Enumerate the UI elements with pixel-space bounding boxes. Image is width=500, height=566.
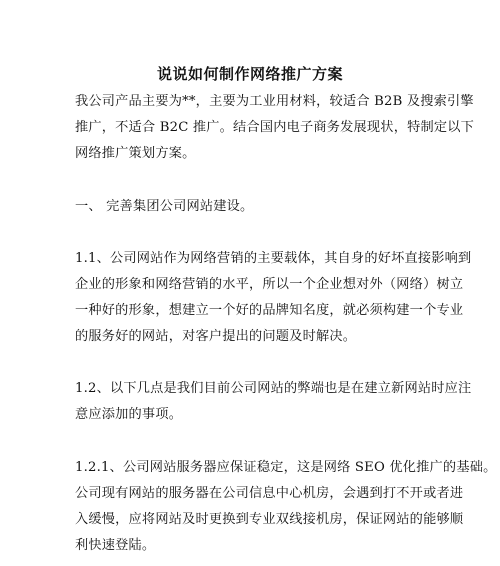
paragraph-line: 意应添加的事项。 xyxy=(75,407,183,422)
document-title: 说说如何制作网络推广方案 xyxy=(156,65,343,83)
paragraph-line: 1.2、以下几点是我们目前公司网站的弊端也是在建立新网站时应注 xyxy=(75,381,472,396)
paragraph-line: 推广，不适合 B2C 推广。结合国内电子商务发展现状，特制定以下 xyxy=(75,120,475,135)
paragraph-line: 1.1、公司网站作为网络营销的主要载体，其自身的好坏直接影响到 xyxy=(75,251,472,266)
paragraph-line: 1.2.1、公司网站服务器应保证稳定，这是网络 SEO 优化推广的基础。 xyxy=(75,460,497,475)
paragraph-line: 公司现有网站的服务器在公司信息中心机房，会遇到打不开或者进 xyxy=(75,486,464,501)
paragraph-line: 的服务好的网站，对客户提出的问题及时解决。 xyxy=(75,329,357,344)
section-heading: 一、 完善集团公司网站建设。 xyxy=(75,199,254,214)
paragraph-line: 网络推广策划方案。 xyxy=(75,146,196,161)
paragraph-line: 我公司产品主要为**，主要为工业用材料，较适合 B2B 及搜索引擎 xyxy=(75,94,474,109)
paragraph-line: 入缓慢，应将网站及时更换到专业双线接机房，保证网站的能够顺 xyxy=(75,512,464,527)
paragraph-line: 企业的形象和网络营销的水平，所以一个企业想对外（网络）树立 xyxy=(75,277,464,292)
paragraph-line: 一种好的形象，想建立一个好的品牌知名度，就必须构建一个专业 xyxy=(75,303,464,318)
paragraph-line: 利快速登陆。 xyxy=(75,538,156,553)
